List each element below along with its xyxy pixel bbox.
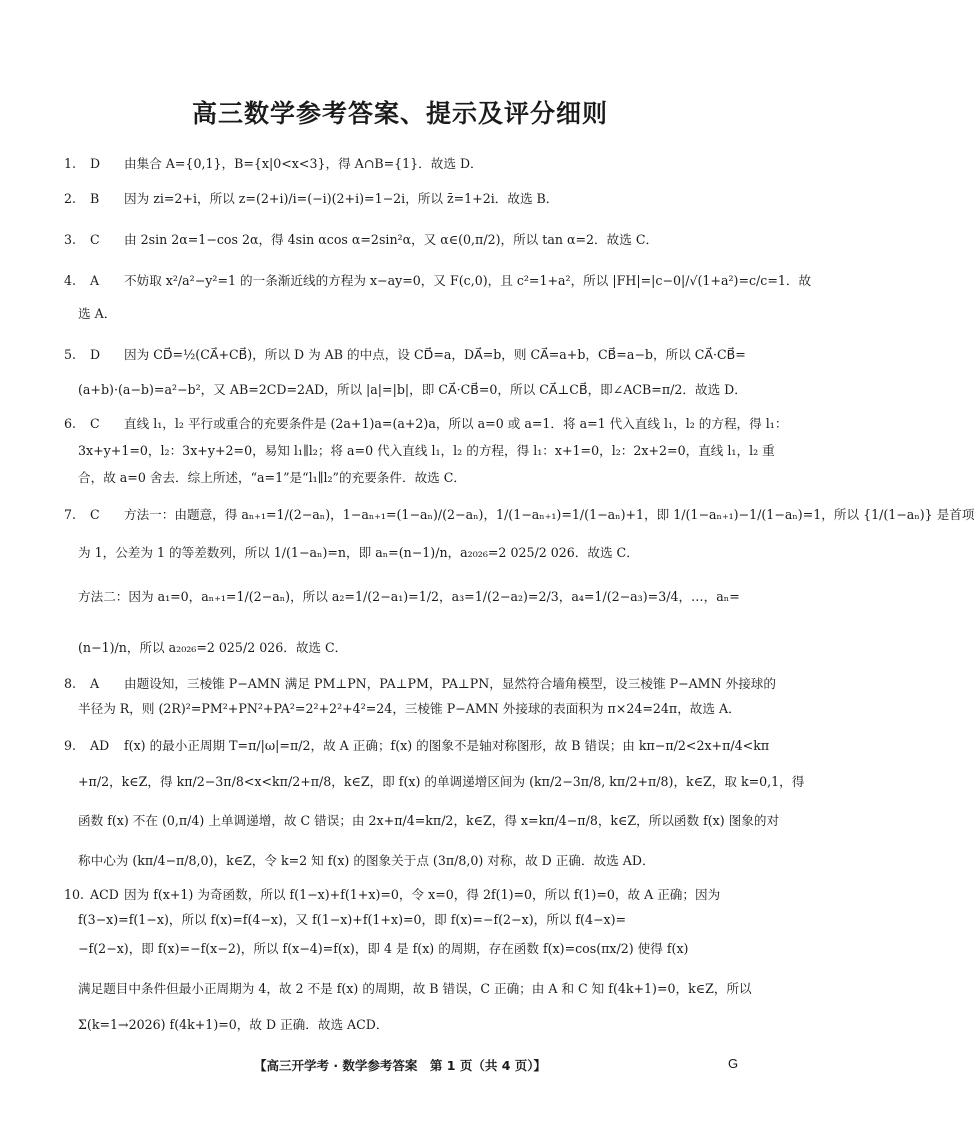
answer-choice: D <box>90 347 101 362</box>
question-number: 7. <box>64 507 77 522</box>
question-number: 1. <box>64 156 77 171</box>
question-number: 3. <box>64 232 77 247</box>
answer-text: 为 1，公差为 1 的等差数列，所以 1/(1−aₙ)=n，即 aₙ=(n−1)/n，a₂₀₂₆=2 025/2 026．故选 C． <box>78 545 639 560</box>
answer-continuation <box>64 1015 744 1035</box>
answer-item <box>64 189 744 209</box>
answer-text: 方法二：因为 a₁=0，aₙ₊₁=1/(2−aₙ)，所以 a₂=1/(2−a₁)=1/2，a₃=1/(2−a₂)=2/3，a₄=1/(2−a₃)=3/4，…，aₙ= <box>78 589 740 604</box>
answer-continuation <box>64 441 775 461</box>
answer-continuation <box>64 851 744 871</box>
answer-text: 由题设知，三棱锥 P−AMN 满足 PM⊥PN，PA⊥PM，PA⊥PN，显然符合墙角模型，设三棱锥 P−AMN 外接球的 <box>124 676 776 691</box>
question-number: 10. <box>64 887 85 902</box>
version-code: G <box>728 1056 739 1071</box>
answer-text: 因为 f(x+1) 为奇函数，所以 f(1−x)+f(1+x)=0，令 x=0，得 2f(1)=0，所以 f(1)=0，故 A 正确；因为 <box>124 887 721 902</box>
answer-choice: A <box>90 273 100 288</box>
answer-text: f(3−x)=f(1−x)，所以 f(x)=f(4−x)，又 f(1−x)+f(1+x)=0，即 f(x)=−f(2−x)，所以 f(4−x)= <box>78 912 627 927</box>
answer-choice: A <box>90 676 100 691</box>
answer-continuation <box>64 772 805 792</box>
answer-continuation <box>64 811 780 831</box>
answer-text: 函数 f(x) 不在 (0,π/4) 上单调递增，故 C 错误；由 2x+π/4=kπ/2，k∈Z，得 x=kπ/4−π/8，k∈Z，所以函数 f(x) 图象的对 <box>78 813 780 828</box>
question-number: 9. <box>64 738 77 753</box>
question-number: 8. <box>64 676 77 691</box>
answer-text: f(x) 的最小正周期 T=π/|ω|=π/2，故 A 正确；f(x) 的图象不是轴对称图形，故 B 错误；由 kπ−π/2<2x+π/4<kπ <box>124 738 770 753</box>
answer-continuation <box>64 979 752 999</box>
answer-text: 由 2sin 2α=1−cos 2α，得 4sin αcos α=2sin²α，又 α∈(0,π/2)，所以 tan α=2．故选 C． <box>124 232 659 247</box>
answer-text: 满足题目中条件但最小正周期为 4，故 2 不是 f(x) 的周期，故 B 错误，C 正确；由 A 和 C 知 f(4k+1)=0，k∈Z，所以 <box>78 981 752 996</box>
answer-choice: B <box>90 191 100 206</box>
answer-item <box>64 345 744 365</box>
answer-continuation <box>64 468 744 488</box>
answer-text: 称中心为 (kπ/4−π/8,0)，k∈Z，令 k=2 知 f(x) 的图象关于点 (3π/8,0) 对称，故 D 正确．故选 AD． <box>78 853 655 868</box>
answer-text: 3x+y+1=0，l₂：3x+y+2=0，易知 l₁∥l₂；将 a=0 代入直线 l₁，l₂ 的方程，得 l₁：x+1=0，l₂：2x+2=0，直线 l₁，l₂ 重 <box>78 443 775 458</box>
answer-text: 合，故 a=0 舍去．综上所述，“a=1”是“l₁∥l₂”的充要条件．故选 C． <box>78 470 466 485</box>
answer-text: 因为 CD⃗=½(CA⃗+CB⃗)，所以 D 为 AB 的中点，设 CD⃗=a，DA⃗=b，则 CA⃗=a+b，CB⃗=a−b，所以 CA⃗·CB⃗= <box>124 347 746 362</box>
answer-text: 直线 l₁，l₂ 平行或重合的充要条件是 (2a+1)a=(a+2)a，所以 a=0 或 a=1．将 a=1 代入直线 l₁，l₂ 的方程，得 l₁： <box>124 416 788 431</box>
answer-choice: C <box>90 232 100 247</box>
answer-continuation <box>64 543 744 563</box>
answer-continuation <box>64 380 747 400</box>
answer-text: 方法一：由题意，得 aₙ₊₁=1/(2−aₙ)，1−aₙ₊₁=(1−aₙ)/(2−aₙ)，1/(1−aₙ₊₁)=1/(1−aₙ)+1，即 1/(1−aₙ₊₁)−1/(1−aₙ)=1，所以 {1/(1−aₙ)} 是首项 <box>124 507 974 522</box>
answer-text: −f(2−x)，即 f(x)=−f(x−2)，所以 f(x−4)=f(x)，即 4 是 f(x) 的周期，存在函数 f(x)=cos(πx/2) 使得 f(x) <box>78 941 689 956</box>
answer-item <box>64 271 812 291</box>
answer-text: 由集合 A={0,1}，B={x|0<x<3}，得 A∩B={1}．故选 D． <box>124 156 483 171</box>
answer-choice: C <box>90 507 100 522</box>
page-footer: 【高三开学考 · 数学参考答案 第 1 页（共 4 页）】 <box>253 1058 546 1073</box>
answer-text: Σ(k=1→2026) f(4k+1)=0，故 D 正确．故选 ACD． <box>78 1017 389 1032</box>
answer-text: (n−1)/n，所以 a₂₀₂₆=2 025/2 026．故选 C． <box>78 640 348 655</box>
question-number: 6. <box>64 416 77 431</box>
answer-continuation <box>64 939 744 959</box>
answer-choice: C <box>90 416 100 431</box>
question-number: 2. <box>64 191 77 206</box>
question-number: 4. <box>64 273 77 288</box>
answer-text: +π/2，k∈Z，得 kπ/2−3π/8<x<kπ/2+π/8，k∈Z，即 f(x) 的单调递增区间为 (kπ/2−3π/8, kπ/2+π/8)，k∈Z，取 k=0,1，得 <box>78 774 805 789</box>
answer-continuation <box>64 699 744 719</box>
answer-continuation <box>64 587 744 607</box>
answer-item <box>64 885 744 905</box>
answer-text: 半径为 R，则 (2R)²=PM²+PN²+PA²=2²+2²+4²=24，三棱锥 P−AMN 外接球的表面积为 π×24=24π，故选 A． <box>78 701 741 716</box>
answer-item <box>64 414 788 434</box>
answer-continuation <box>64 638 744 658</box>
answer-choice: ACD <box>90 887 119 902</box>
answer-continuation <box>64 910 744 930</box>
answer-text: 因为 zi=2+i，所以 z=(2+i)/i=(−i)(2+i)=1−2i，所以 z̄=1+2i．故选 B． <box>124 191 559 206</box>
answer-choice: AD <box>90 738 110 753</box>
page-title: 高三数学参考答案、提示及评分细则 <box>191 99 608 128</box>
answer-choice: D <box>90 156 101 171</box>
answer-item <box>64 154 744 174</box>
answer-item <box>64 230 744 250</box>
answer-continuation <box>64 304 744 324</box>
answer-item <box>64 674 776 694</box>
answer-text: (a+b)·(a−b)=a²−b²，又 AB=2CD=2AD，所以 |a|=|b|，即 CA⃗·CB⃗=0，所以 CA⃗⊥CB⃗，即∠ACB=π/2．故选 D． <box>78 382 747 397</box>
answer-text: 选 A． <box>78 306 117 321</box>
answer-text: 不妨取 x²/a²−y²=1 的一条渐近线的方程为 x−ay=0，又 F(c,0)，且 c²=1+a²，所以 |FH|=|c−0|/√(1+a²)=c/c=1．故 <box>124 273 812 288</box>
answer-item <box>64 736 770 756</box>
answer-item <box>64 505 974 525</box>
question-number: 5. <box>64 347 77 362</box>
